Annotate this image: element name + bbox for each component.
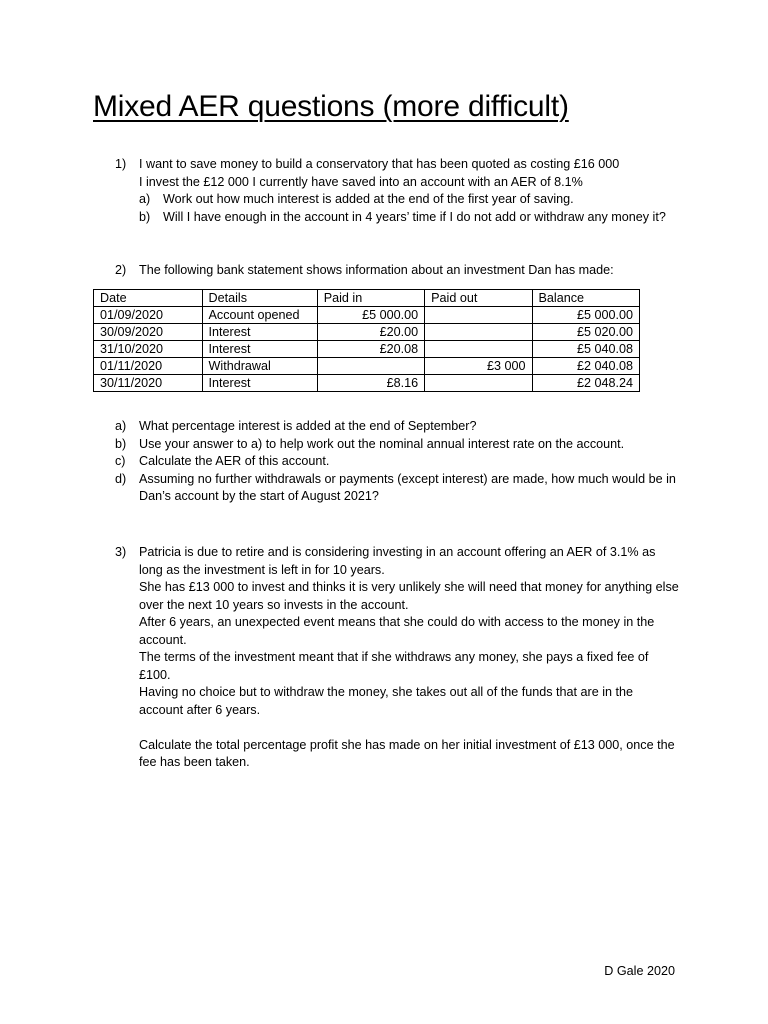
author-footer: D Gale 2020 xyxy=(604,964,675,978)
table-cell: £5 040.08 xyxy=(532,341,639,358)
table-cell: 31/10/2020 xyxy=(94,341,203,358)
question-text: I invest the £12 000 I currently have saved into an account with an AER of 8.1% xyxy=(139,174,583,189)
question-number: 3) xyxy=(115,545,127,559)
table-cell: £2 048.24 xyxy=(532,375,639,392)
question-paragraph: The terms of the investment meant that if she withdraws any money, she pays a fixed fee of £100. xyxy=(139,650,649,682)
table-cell: Interest xyxy=(202,324,317,341)
sub-question xyxy=(115,418,680,436)
question-paragraph: After 6 years, an unexpected event means that she could do with access to the money in the account. xyxy=(139,615,655,647)
sub-question-letter: c) xyxy=(115,454,126,468)
column-header: Date xyxy=(94,290,203,307)
question-2-parts xyxy=(115,418,680,506)
sub-question xyxy=(115,436,680,454)
table-cell: Interest xyxy=(202,375,317,392)
sub-question-letter: d) xyxy=(115,471,127,486)
table-cell xyxy=(425,307,532,324)
table-row xyxy=(94,341,640,358)
sub-question-text: Use your answer to a) to help work out the nominal annual interest rate on the account. xyxy=(139,436,625,451)
table-cell: Interest xyxy=(202,341,317,358)
table-cell: Withdrawal xyxy=(202,358,317,375)
sub-question-letter: b) xyxy=(115,436,127,451)
table-cell: £20.08 xyxy=(317,341,424,358)
sub-question xyxy=(115,471,680,506)
sub-question-text: Work out how much interest is added at the end of the first year of saving. xyxy=(163,192,574,206)
table-cell xyxy=(425,375,532,392)
column-header: Paid in xyxy=(317,290,424,307)
column-header: Balance xyxy=(532,290,639,307)
table-cell: £20.00 xyxy=(317,324,424,341)
question-paragraph: Having no choice but to withdraw the money, she takes out all of the funds that are in the account after 6 years. xyxy=(139,685,634,717)
table-cell: Account opened xyxy=(202,307,317,324)
question-text: The following bank statement shows information about an investment Dan has made: xyxy=(139,263,614,277)
sub-question-text: Assuming no further withdrawals or payments (except interest) are made, how much would be in Dan’s account by the start of August 2021? xyxy=(139,471,676,503)
question-number: 1) xyxy=(115,157,127,171)
table-cell: 30/11/2020 xyxy=(94,375,203,392)
table-cell: £2 040.08 xyxy=(532,358,639,375)
sub-question-text: Will I have enough in the account in 4 years’ time if I do not add or withdraw any money it? xyxy=(163,209,666,224)
table-cell: £8.16 xyxy=(317,375,424,392)
table-row xyxy=(94,375,640,392)
sub-question xyxy=(139,209,680,227)
table-row xyxy=(94,324,640,341)
sub-question-letter: a) xyxy=(139,192,151,206)
sub-question-text: Calculate the AER of this account. xyxy=(139,454,330,468)
bank-statement-table xyxy=(93,289,640,392)
table-header-row xyxy=(94,290,640,307)
question-number: 2) xyxy=(115,263,127,277)
table-cell xyxy=(425,324,532,341)
question-2 xyxy=(115,262,680,280)
table-cell: £5 000.00 xyxy=(317,307,424,324)
question-text: I want to save money to build a conservatory that has been quoted as costing £16 000 xyxy=(139,157,620,171)
table-cell: £5 020.00 xyxy=(532,324,639,341)
table-cell: £5 000.00 xyxy=(532,307,639,324)
page-title: Mixed AER questions (more difficult) xyxy=(93,90,569,123)
question-paragraph: She has £13 000 to invest and thinks it is very unlikely she will need that money for anything else over the next 10 years so invests in the account. xyxy=(139,580,679,612)
question-paragraph: Patricia is due to retire and is considering investing in an account offering an AER of 3.1% as long as the investment is left in for 10 years. xyxy=(139,545,656,577)
column-header: Details xyxy=(202,290,317,307)
table-cell xyxy=(425,341,532,358)
sub-question-text: What percentage interest is added at the end of September? xyxy=(139,419,477,433)
sub-question-letter: b) xyxy=(139,209,151,224)
question-3 xyxy=(115,544,680,772)
table-row xyxy=(94,307,640,324)
table-row xyxy=(94,358,640,375)
question-final-task: Calculate the total percentage profit she has made on her initial investment of £13 000, once the fee has been taken. xyxy=(139,737,675,769)
sub-question xyxy=(139,191,680,209)
question-1 xyxy=(115,156,680,226)
table-cell: 30/09/2020 xyxy=(94,324,203,341)
table-cell xyxy=(317,358,424,375)
table-cell: £3 000 xyxy=(425,358,532,375)
sub-question xyxy=(115,453,680,471)
column-header: Paid out xyxy=(425,290,532,307)
sub-question-letter: a) xyxy=(115,419,127,433)
table-cell: 01/09/2020 xyxy=(94,307,203,324)
table-cell: 01/11/2020 xyxy=(94,358,203,375)
